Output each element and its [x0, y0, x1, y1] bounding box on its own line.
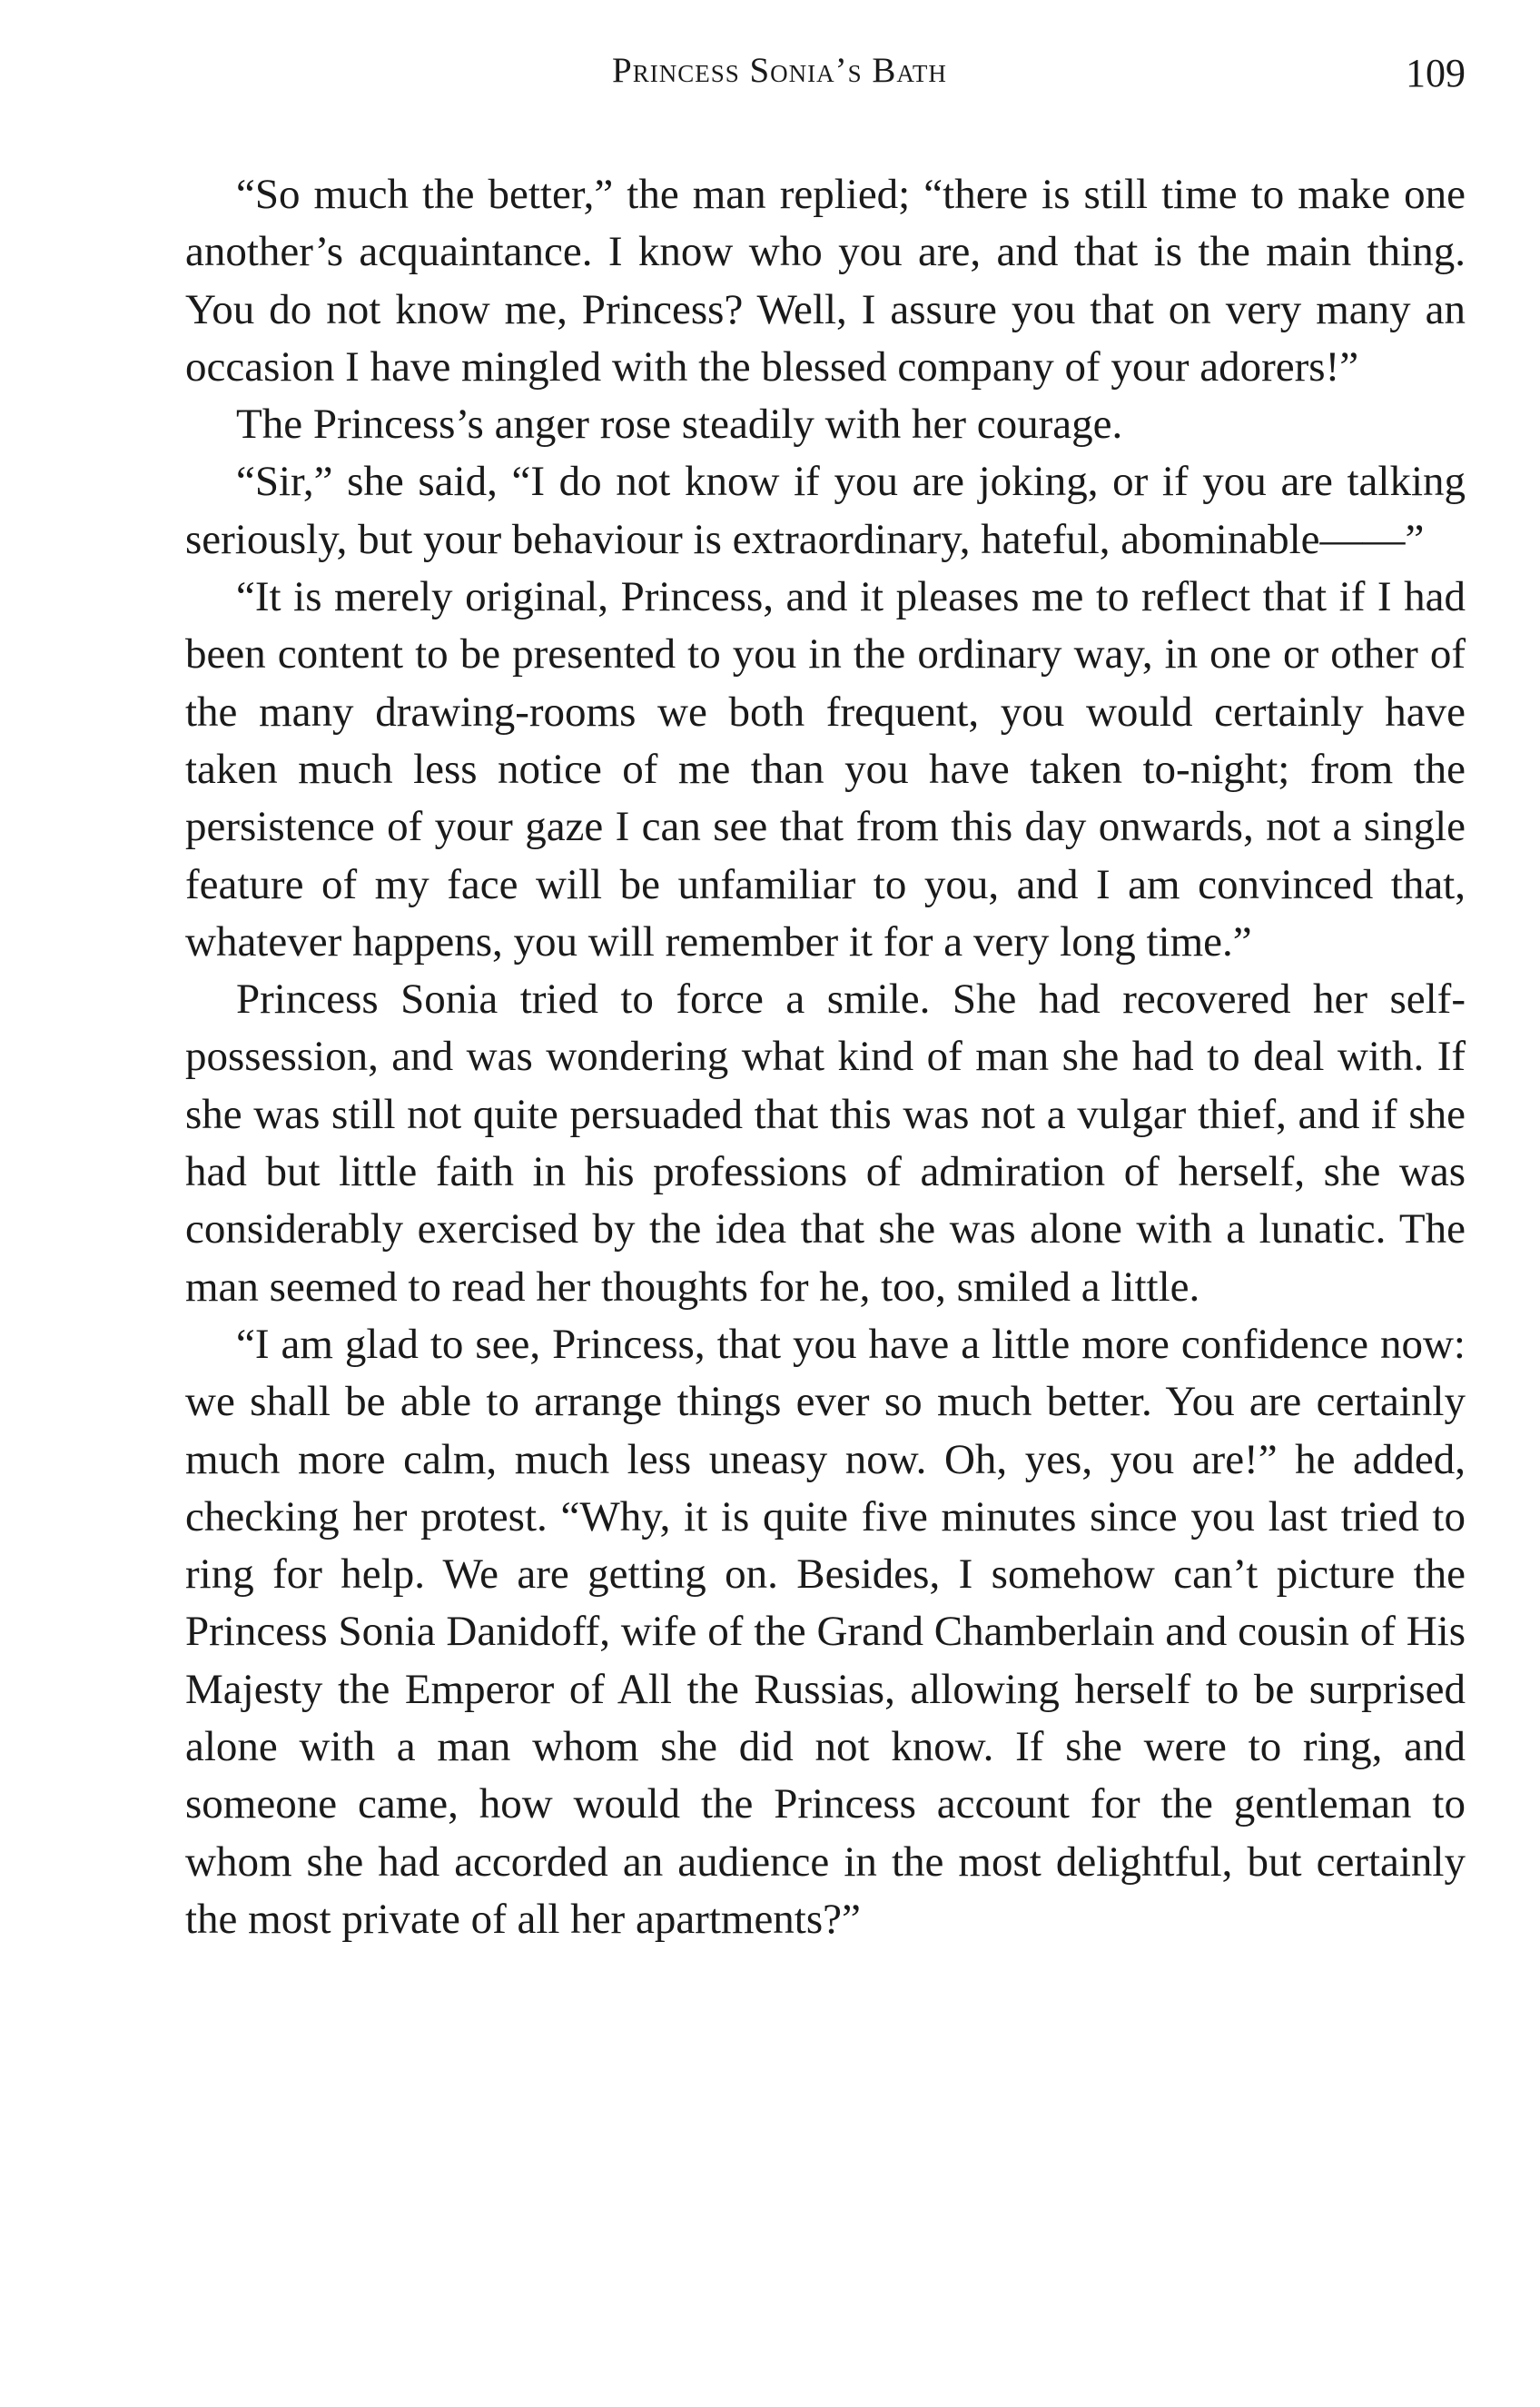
paragraph: “Sir,” she said, “I do not know if you are joking, or if you are talking seriously, but your behaviour is extraordinary, hateful, abominable——” [185, 458, 1466, 563]
running-title: Princess Sonia’s Bath [612, 51, 947, 90]
page-number: 109 [1406, 51, 1466, 95]
paragraph: “It is merely original, Princess, and it pleases me to reflect that if I had been content to be presented to you in the ordinary way, in one or other of the many drawing-rooms we both frequent, you would certainly have taken much less notice of me than you have taken to-night; from the persistence of your gaze I can see that from this day onwards, not a single feature of my face will be unfamiliar to you, and I am convinced that, whatever happens, you will remember it for a very long time.” [185, 573, 1466, 966]
paragraph: “So much the better,” the man replied; “there is still time to make one another’s acquaintance. I know who you are, and that is the main thing. You do not know me, Princess? Well, I assure you that on very many an occasion I have mingled with the blessed company of your adorers!” [185, 171, 1466, 391]
body-text [185, 166, 1466, 1948]
running-head [185, 50, 1466, 104]
paragraph: Princess Sonia tried to force a smile. She had recovered her self-possession, and was wondering what kind of man she had to deal with. If she was still not quite persuaded that this was not a vulgar thief, and if she had but little faith in his professions of admiration of herself, she was considerably exercised by the idea that she was alone with a lunatic. The man seemed to read her thoughts for he, too, smiled a little. [185, 976, 1466, 1311]
paragraph: “I am glad to see, Princess, that you have a little more confidence now: we shall be able to arrange things ever so much better. You are certainly much more calm, much less uneasy now. Oh, yes, you are!” he added, checking her protest. “Why, it is quite five minutes since you last tried to ring for help. We are getting on. Besides, I somehow can’t picture the Princess Sonia Danidoff, wife of the Grand Chamberlain and cousin of His Majesty the Emperor of All the Russias, allowing herself to be surprised alone with a man whom she did not know. If she were to ring, and someone came, how would the Princess account for the gentleman to whom she had accorded an audience in the most delightful, but certainly the most private of all her apartments?” [185, 1320, 1466, 1943]
paragraph: The Princess’s anger rose steadily with her courage. [236, 401, 1123, 449]
